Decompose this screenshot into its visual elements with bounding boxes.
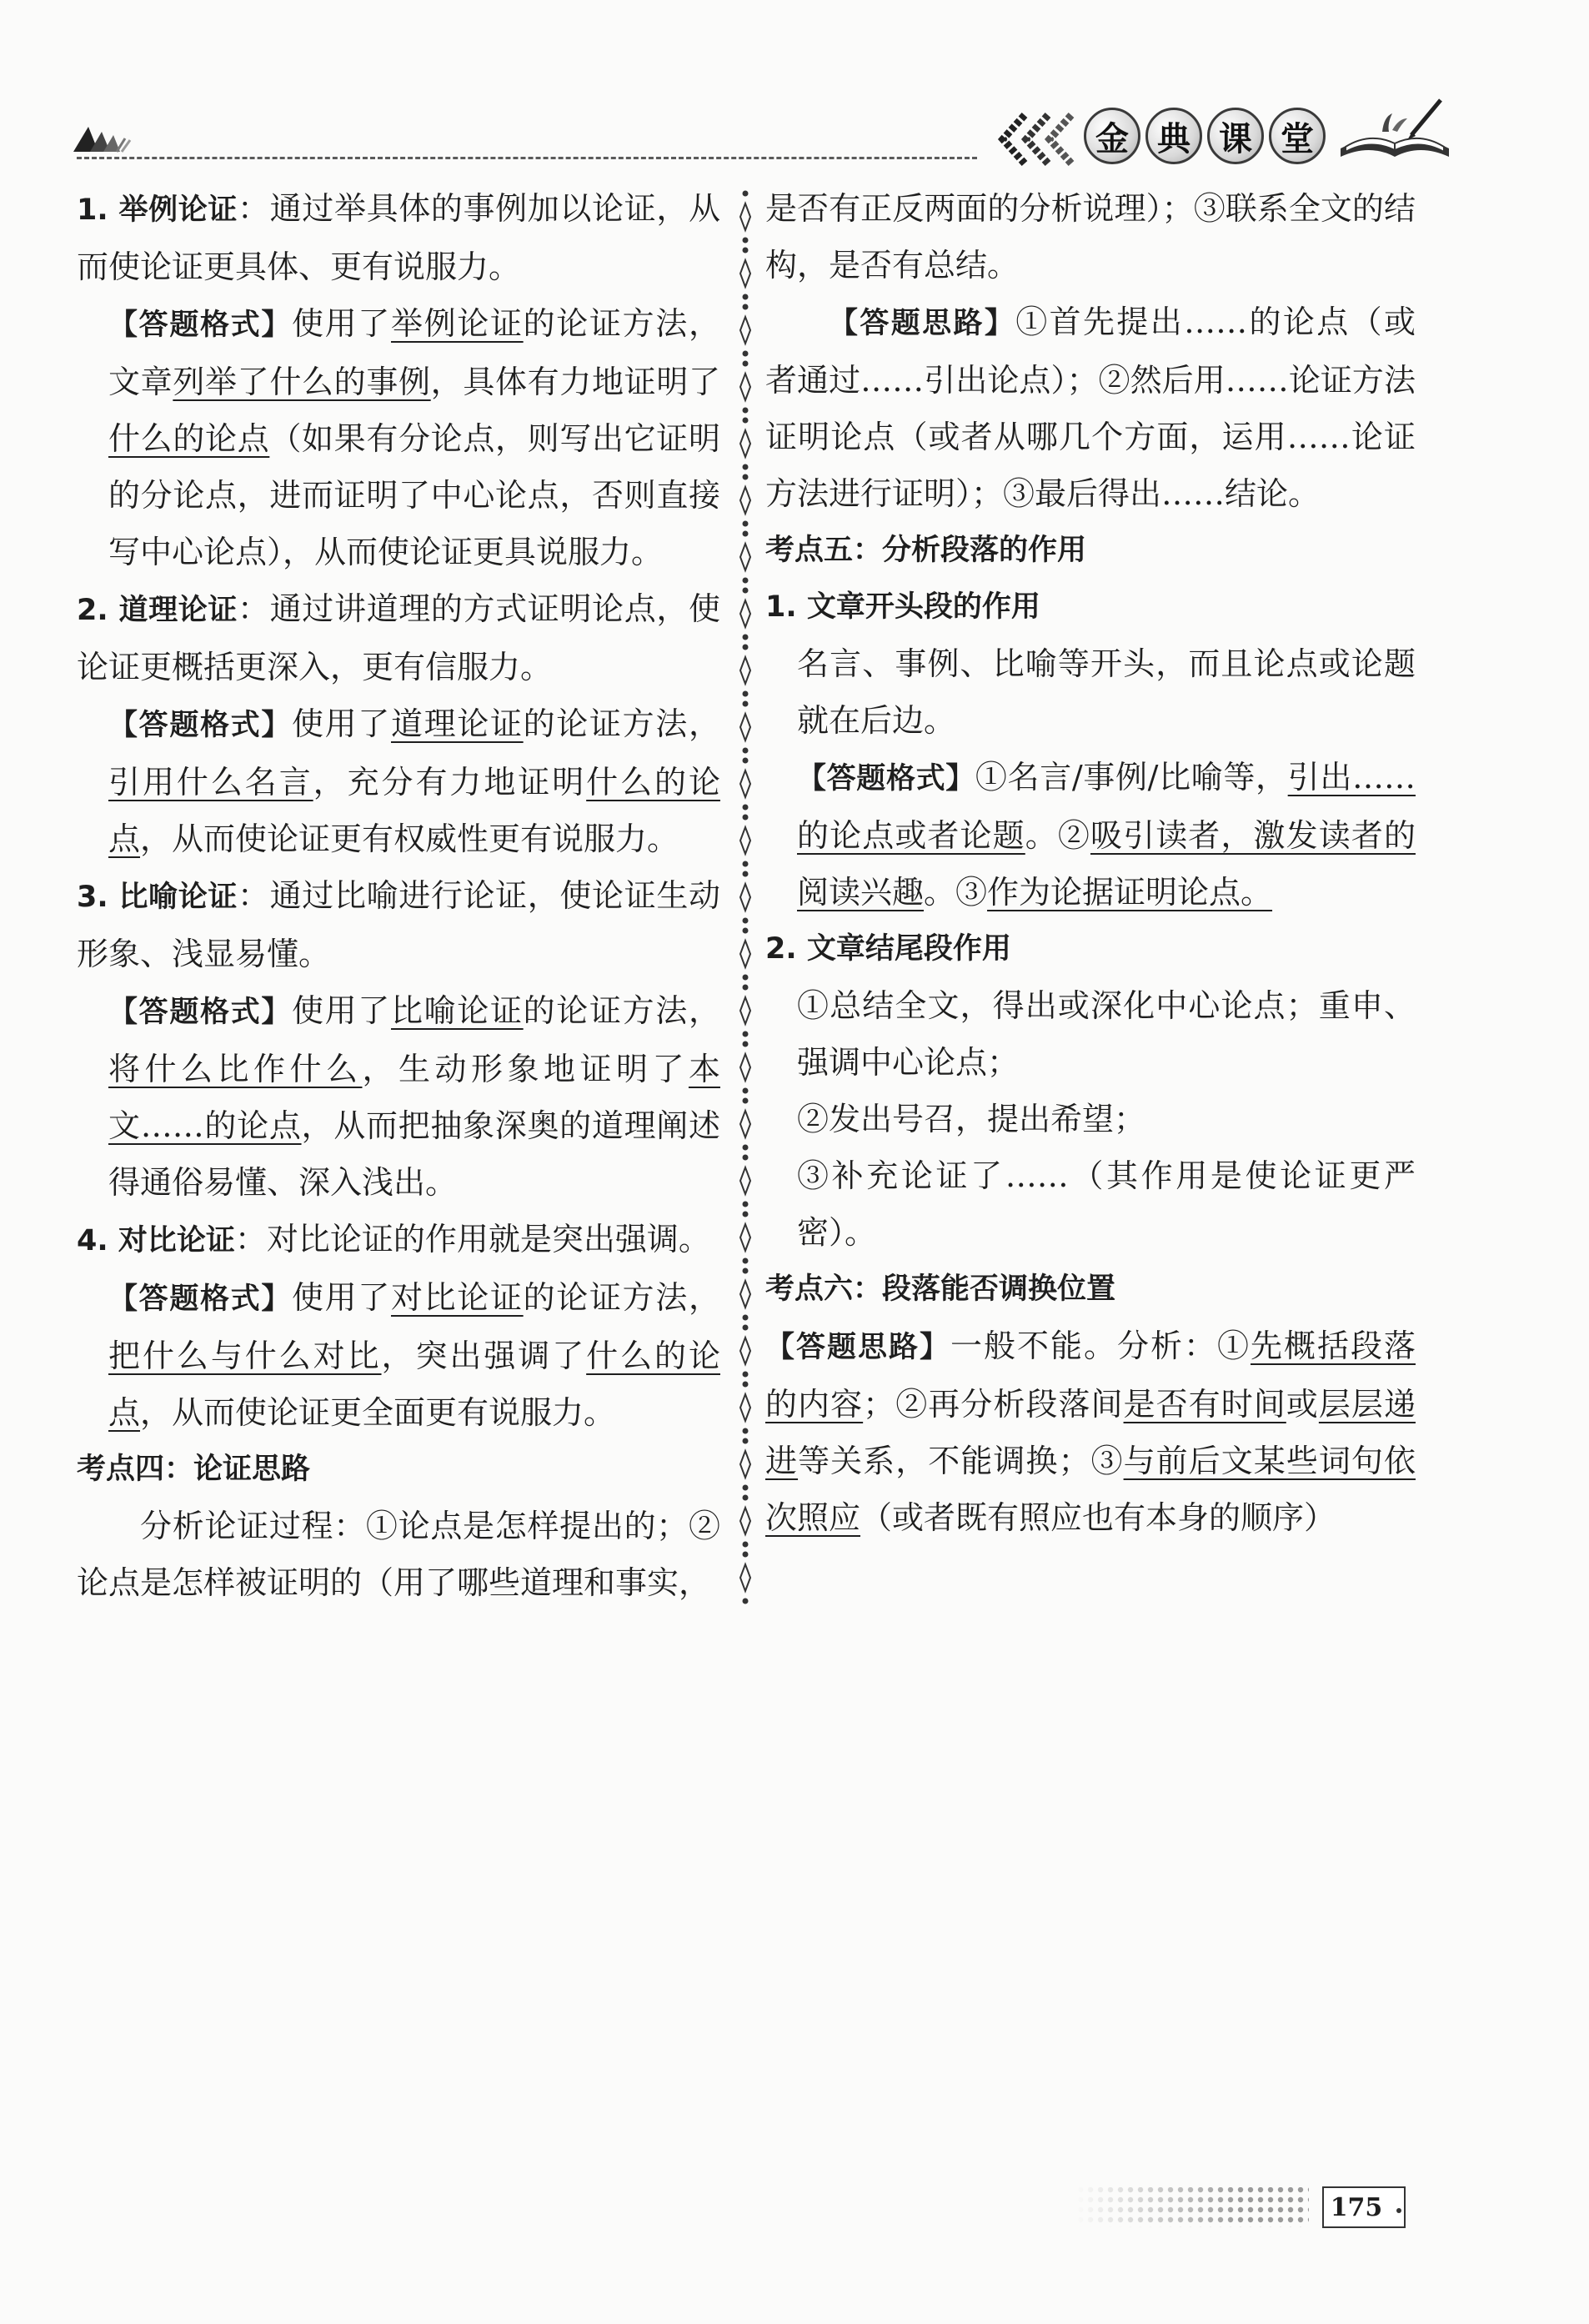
brand-char: 课	[1207, 108, 1264, 164]
underlined-text: 对比论证	[390, 1279, 524, 1316]
underlined-text: 什么的论点	[108, 764, 720, 857]
answer-format	[77, 295, 720, 580]
page-number-dot	[1396, 2208, 1401, 2213]
brand-title	[1084, 107, 1326, 165]
text: 等关系，不能调换；③	[798, 1443, 1124, 1479]
underlined-text: 先概括段落的内容	[765, 1328, 1416, 1423]
answer-format-tag: 【答题格式】	[108, 309, 292, 342]
open-book-pen-icon	[1332, 92, 1457, 167]
text: ，充分有力地证明	[313, 764, 587, 801]
item-reason-argument	[77, 580, 720, 695]
underlined-text: 将什么比作什么	[108, 1051, 363, 1087]
answer-idea-tag: 【答题思路】	[829, 307, 1016, 340]
underlined-text: 吸引读者，激发读者的阅读兴趣	[797, 817, 1416, 911]
section-heading: 考点六：段落能否调换位置	[765, 1272, 1116, 1306]
underlined-text: 把什么与什么对比	[108, 1338, 382, 1374]
text: ①名言/事例/比喻等，	[975, 759, 1288, 796]
footer-dot-pattern	[1075, 2185, 1309, 2230]
page-number: 175	[1322, 2186, 1406, 2228]
underlined-text: 引出……的论点或者论题	[797, 759, 1416, 854]
answer-format-tag: 【答题格式】	[108, 1282, 292, 1316]
text: 。②	[1025, 817, 1090, 854]
chevron-left-icon	[996, 110, 1080, 168]
underlined-text: 是否有时间	[1123, 1386, 1286, 1423]
list-item: ①总结全文，得出或深化中心论点；重申、强调中心论点；	[797, 987, 1416, 1081]
text: 的论证方法，文章	[108, 305, 720, 400]
text: ，具体有力地证明了	[430, 364, 720, 400]
answer-format	[765, 749, 1416, 921]
text: 的论证方法，	[523, 1279, 720, 1316]
text: 一般不能。分析：①	[950, 1328, 1251, 1364]
underlined-text: 道理论证	[390, 705, 524, 742]
underlined-text: 什么的论点	[108, 420, 270, 457]
text: 的论证方法，	[523, 992, 720, 1029]
text: 使用了	[291, 705, 391, 742]
answer-format	[77, 695, 720, 867]
item-text: ：通过举具体的事例加以论证，从而使论证更具体、更有说服力。	[77, 190, 720, 285]
item-contrast-argument	[77, 1211, 720, 1269]
right-column	[765, 180, 1416, 1546]
column-separator	[735, 188, 755, 1606]
text: ，从而使论证更有权威性更有说服力。	[140, 821, 679, 857]
text: 使用了	[291, 305, 391, 342]
section-heading: 考点四：论证思路	[77, 1453, 311, 1486]
answer-idea	[765, 294, 1416, 522]
list-item: ③补充论证了……（其作用是使论证更严密）。	[797, 1157, 1416, 1251]
answer-format-tag: 【答题格式】	[108, 996, 292, 1029]
text: （如果有分论点，则写出它证明的分论点，进而证明了中心论点，否则直接写中心论点），从而使论证更具说服力。	[108, 420, 720, 570]
subsection-heading: 2. 文章结尾段作用	[765, 932, 1011, 966]
subsection-text: 名言、事例、比喻等开头，而且论点或论题就在后边。	[797, 645, 1416, 739]
brand-char: 典	[1145, 108, 1202, 164]
item-title: 4. 对比论证	[77, 1224, 235, 1257]
continued-text: 是否有正反两面的分析说理）；③联系全文的结构，是否有总结。	[765, 190, 1416, 284]
item-title: 3. 比喻论证	[77, 881, 238, 914]
item-text: ：通过讲道理的方式证明论点，使论证更概括更深入，更有信服力。	[77, 590, 720, 685]
text: ，生动形象地证明了	[362, 1051, 689, 1087]
text: （或者既有照应也有本身的顺序）	[860, 1499, 1336, 1536]
item-example-argument	[77, 180, 720, 295]
underlined-text: 举例论证	[390, 305, 524, 342]
header-triangles-ornament	[73, 123, 132, 153]
answer-idea-tag: 【答题思路】	[765, 1331, 950, 1364]
subsection-heading: 1. 文章开头段的作用	[765, 590, 1040, 624]
item-metaphor-argument	[77, 867, 720, 982]
underlined-text: 什么的论点	[108, 1338, 720, 1431]
section-text: 分析论证过程：①论点是怎样提出的；②论点是怎样被证明的（用了哪些道理和事实，	[77, 1508, 720, 1601]
item-title: 1. 举例论证	[77, 193, 238, 227]
underlined-text: 比喻论证	[390, 992, 524, 1029]
text: 。③	[924, 874, 988, 911]
underlined-text: 与前后文某些词句依次照应	[765, 1443, 1416, 1536]
brand-char: 金	[1084, 108, 1140, 164]
item-text: ：对比论证的作用就是突出强调。	[234, 1221, 710, 1257]
item-title: 2. 道理论证	[77, 594, 238, 627]
text: 的论证方法，	[523, 705, 720, 742]
underlined-text: 引用什么名言	[108, 764, 313, 801]
text: 使用了	[291, 992, 391, 1029]
text: 或	[1286, 1386, 1319, 1423]
answer-idea	[765, 1318, 1416, 1546]
section-heading: 考点五：分析段落的作用	[765, 534, 1087, 567]
underlined-text: 列举了什么的事例	[173, 364, 431, 400]
underlined-text: 本文……的论点	[108, 1051, 720, 1144]
text: ，突出强调了	[381, 1338, 587, 1374]
underlined-text: 作为论据证明论点。	[987, 874, 1273, 911]
answer-format-tag: 【答题格式】	[797, 762, 975, 796]
text: ，从而使论证更全面更有说服力。	[140, 1394, 616, 1431]
answer-format	[77, 982, 720, 1211]
list-item: ②发出号召，提出希望；	[797, 1101, 1146, 1137]
left-column	[77, 180, 720, 1611]
text: 使用了	[291, 1279, 391, 1316]
underlined-text: 层层递进	[765, 1386, 1416, 1479]
text: ①首先提出……的论点（或者通过……引出论点）；②然后用……论证方法证明论点（或者从哪几个方面，运用……论证方法进行证明）；③最后得出……结论。	[765, 304, 1416, 512]
text: ；②再分析段落间	[863, 1386, 1124, 1423]
brand-char: 堂	[1269, 108, 1326, 164]
answer-format	[77, 1269, 720, 1441]
text: ，从而把抽象深奥的道理阐述得通俗易懂、深入浅出。	[108, 1107, 720, 1201]
answer-format-tag: 【答题格式】	[108, 709, 292, 742]
item-text: ：通过比喻进行论证，使论证生动形象、浅显易懂。	[77, 877, 720, 972]
header-dashed-rule	[77, 157, 977, 159]
